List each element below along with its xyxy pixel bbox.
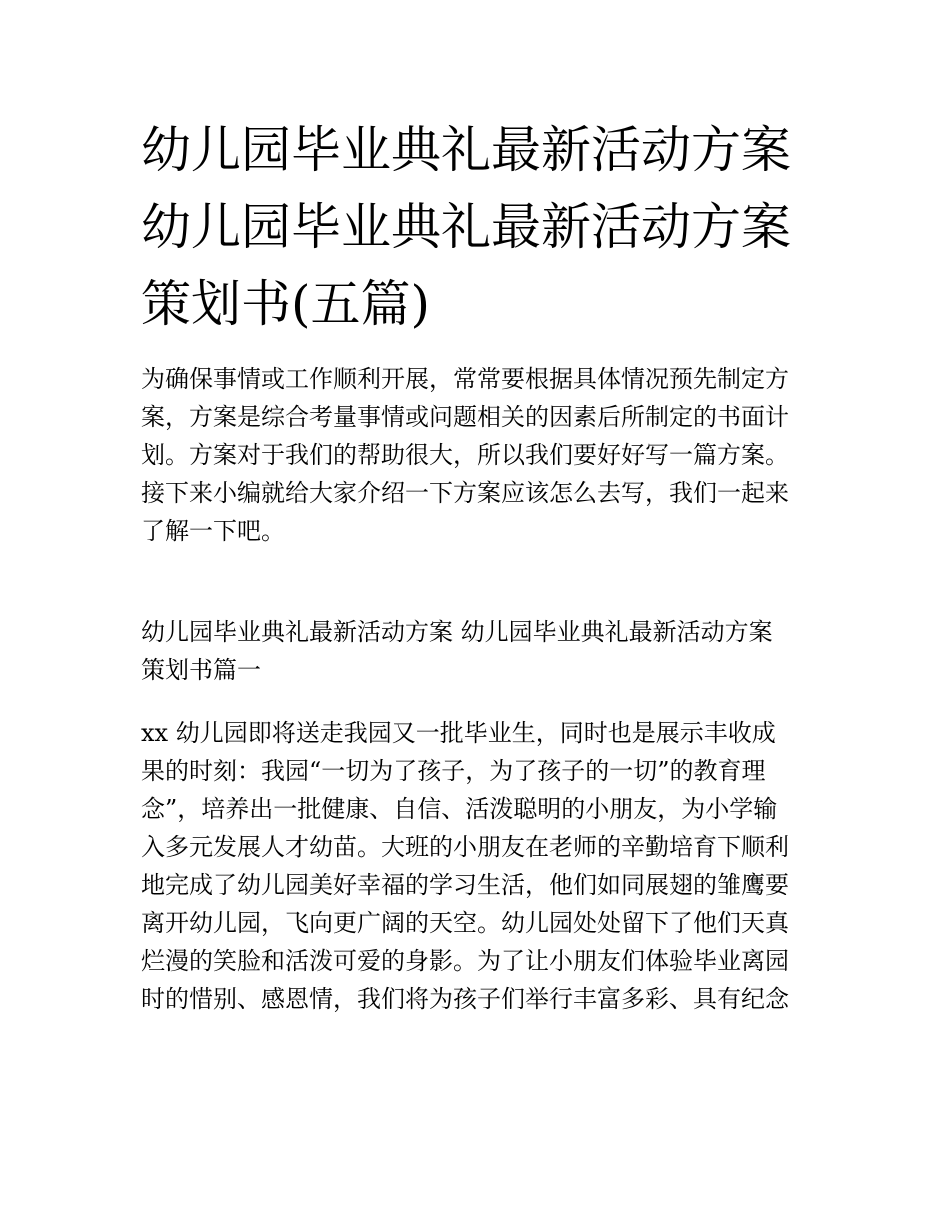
body-line-1: xx 幼儿园即将送走我园又一批毕业生，同时也是展示丰收成	[141, 719, 776, 747]
body-line-5: 地完成了幼儿园美好幸福的学习生活，他们如同展翅的雏鹰要	[141, 871, 789, 899]
title-line-1: 幼儿园毕业典礼最新活动方案	[141, 121, 791, 179]
body-line-3: 念”，培养出一批健康、自信、活泼聪明的小朋友，为小学输	[141, 795, 778, 823]
body-line-8: 时的惜别、感恩情，我们将为孩子们举行丰富多彩、具有纪念	[141, 985, 789, 1013]
document-title	[141, 112, 821, 343]
body-line-6: 离开幼儿园，飞向更广阔的天空。幼儿园处处留下了他们天真	[141, 909, 789, 937]
body-line-7: 烂漫的笑脸和活泼可爱的身影。为了让小朋友们体验毕业离园	[141, 947, 789, 975]
intro-line-2: 案，方案是综合考量事情或问题相关的因素后所制定的书面计	[141, 403, 789, 431]
intro-line-5: 了解一下吧。	[141, 517, 285, 545]
body-line-4: 入多元发展人才幼苗。大班的小朋友在老师的辛勤培育下顺利	[141, 833, 789, 861]
intro-paragraph	[141, 360, 821, 550]
section-heading-line-1: 幼儿园毕业典礼最新活动方案 幼儿园毕业典礼最新活动方案	[141, 618, 773, 646]
intro-line-3: 划。方案对于我们的帮助很大，所以我们要好好写一篇方案。	[141, 441, 789, 469]
body-line-2: 果的时刻：我园“一切为了孩子，为了孩子的一切”的教育理	[141, 757, 766, 785]
intro-line-4: 接下来小编就给大家介绍一下方案应该怎么去写，我们一起来	[141, 479, 789, 507]
title-line-2: 幼儿园毕业典礼最新活动方案	[141, 198, 791, 256]
intro-line-1: 为确保事情或工作顺利开展，常常要根据具体情况预先制定方	[141, 365, 789, 393]
section-heading	[141, 613, 821, 689]
section-heading-line-2: 策划书篇一	[141, 656, 261, 684]
title-line-3: 策划书(五篇)	[141, 275, 431, 333]
body-paragraph	[141, 714, 821, 1018]
